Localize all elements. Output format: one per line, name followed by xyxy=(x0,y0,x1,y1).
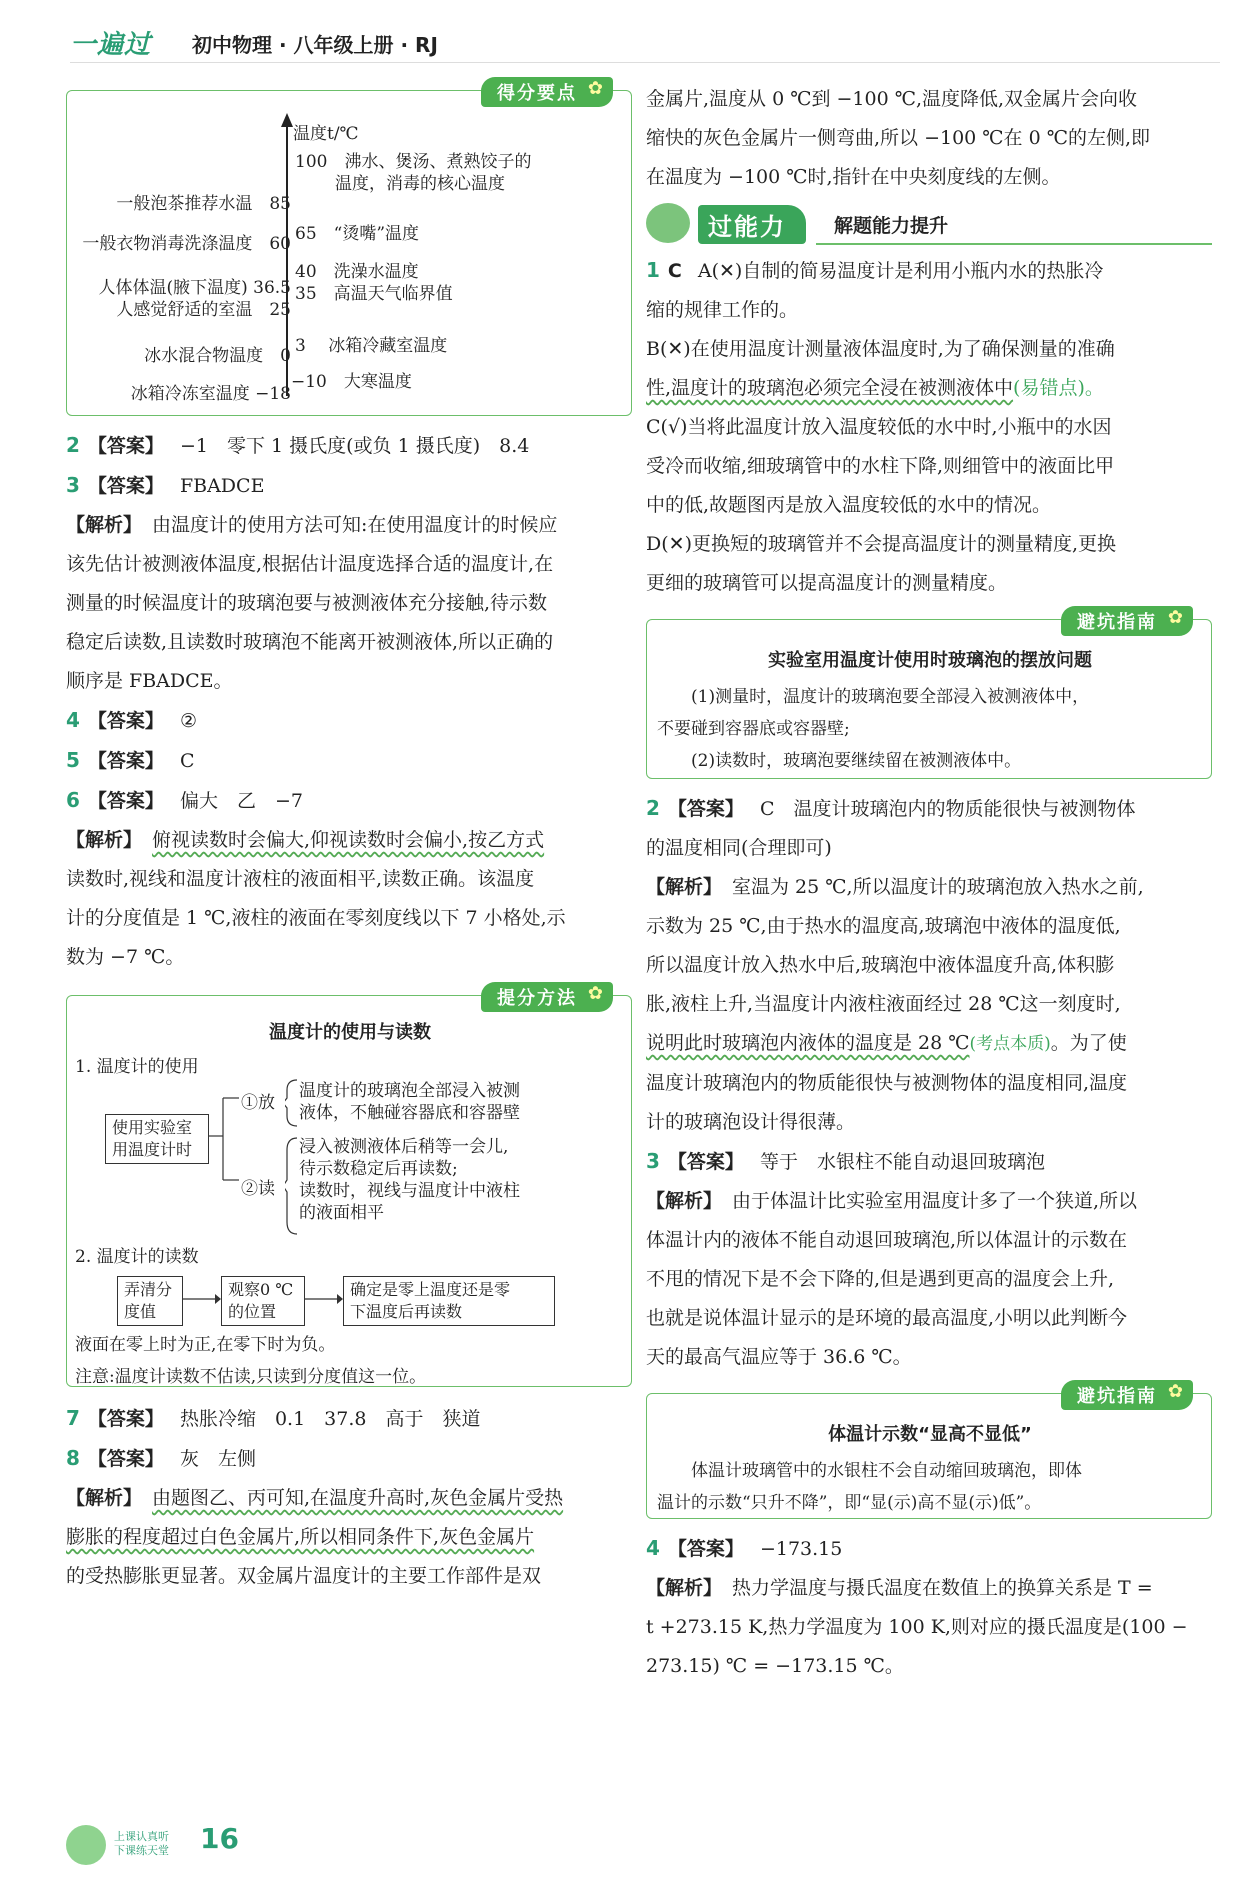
mascot-icon xyxy=(66,1825,106,1865)
right-column xyxy=(646,80,1212,1686)
method-section-2: 2. 温度计的读数 xyxy=(75,1247,199,1267)
step-du: ②读 xyxy=(241,1179,275,1199)
page-header xyxy=(70,24,1220,64)
du-text: 浸入被测液体后稍等一会儿, 待示数稳定后再读数; 读数时，视线与温度计中液柱 的液面相平 xyxy=(299,1137,520,1223)
root-box: 使用实验室 用温度计时 xyxy=(105,1114,209,1164)
method-note-2: 注意:温度计读数不估读,只读到分度值这一位。 xyxy=(75,1367,427,1387)
continued-text: 金属片,温度从 0 ℃到 −100 ℃,温度降低,双金属片会向收 缩快的灰色金属片一侧弯曲,所以 −100 ℃在 0 ℃的左侧,即 在温度为 −100 ℃时,指针在中央刻度线的左侧。 xyxy=(646,88,1151,188)
book-subject: 初中物理 · 八年级上册 · RJ xyxy=(192,33,438,57)
star-icon: ✿ xyxy=(1167,1381,1185,1402)
right-label: 100 沸水、煲汤、煮熟饺子的 xyxy=(295,152,532,172)
tip-title: 体温计示数“显高不显低” xyxy=(828,1424,1032,1445)
scoring-points-box xyxy=(66,78,632,416)
arrow-icon xyxy=(305,1292,343,1306)
star-icon: ✿ xyxy=(1167,607,1185,628)
answer-7: 7 【答案】 热胀冷缩 0.1 37.8 高于 狭道 xyxy=(66,1406,481,1430)
answer-8: 8 【答案】 灰 左侧 xyxy=(66,1446,256,1470)
answer-5: 5 【答案】 C xyxy=(66,748,195,772)
left-label: 冰箱冷冻室温度 −18 xyxy=(130,384,291,404)
star-icon: ✿ xyxy=(587,78,605,99)
tip-line: (1)测量时，温度计的玻璃泡要全部浸入被测液体中， xyxy=(691,687,1090,707)
star-icon: ✿ xyxy=(587,983,605,1004)
flow-box-2: 观察0 ℃ 的位置 xyxy=(221,1276,305,1326)
section-header xyxy=(646,203,1212,247)
pitfall-guide-2 xyxy=(646,1381,1212,1519)
answer-r2: 2 【答案】 C 温度计玻璃泡内的物质能很快与被测物体 的温度相同(合理即可) xyxy=(646,796,1136,859)
flow-box-1: 弄清分 度值 xyxy=(117,1276,183,1326)
left-label: 人感觉舒适的室温 25 xyxy=(116,300,291,320)
tip-line: 体温计玻璃管中的水银柱不会自动缩回玻璃泡，即体 xyxy=(691,1461,1082,1481)
flow-box-3: 确定是零上温度还是零 下温度后再读数 xyxy=(343,1276,555,1326)
footer-slogan: 上课认真听 下课练天堂 xyxy=(114,1830,169,1857)
box-tag: 提分方法 ✿ xyxy=(481,982,613,1012)
analysis-6: 【解析】 俯视读数时会偏大,仰视读数时会偏小,按乙方式 读数时,视线和温度计液柱的液面相平,读数正确。该温度 计的分度值是 1 ℃,液柱的液面在零刻度线以下 7 小格处,示 数为 −7 ℃。 xyxy=(66,829,566,968)
analysis-r3: 【解析】 由于体温计比实验室用温度计多了一个狭道,所以 体温计内的液体不能自动退回玻璃泡,所以体温计的示数在 不甩的情况下是不会下降的,但是遇到更高的温度会上升, 也就是说体温计显示的是环境的最高温度,小明以此判断今 天的最高气温应等于 36.6 ℃。 xyxy=(646,1190,1138,1368)
answer-r4: 4 【答案】 −173.15 xyxy=(646,1536,843,1560)
method-box xyxy=(66,983,632,1387)
right-label: 40 洗澡水温度 xyxy=(295,262,419,282)
step-fang: ①放 xyxy=(241,1093,275,1113)
left-label: 冰水混合物温度 0 xyxy=(144,346,291,366)
header-divider xyxy=(70,62,1220,63)
right-label: 3 冰箱冷藏室温度 xyxy=(295,336,448,356)
pitfall-guide-1 xyxy=(646,607,1212,779)
box-tag: 避坑指南 ✿ xyxy=(1061,606,1193,636)
box-tag: 避坑指南 ✿ xyxy=(1061,1380,1193,1410)
answer-2: 2 【答案】 −1 零下 1 摄氏度(或负 1 摄氏度) 8.4 xyxy=(66,433,530,457)
analysis-3: 【解析】 由温度计的使用方法可知:在使用温度计的时候应 该先估计被测液体温度,根据估计温度选择合适的温度计,在 测量的时候温度计的玻璃泡要与被测液体充分接触,待示数 稳定后读数,且读数时玻璃泡不能离开被测液体,所以正确的 顺序是 FBADCE。 xyxy=(66,514,558,692)
left-column xyxy=(66,80,632,1596)
answer-6: 6 【答案】 偏大 乙 −7 xyxy=(66,788,303,812)
answer-3: 3 【答案】 FBADCE xyxy=(66,473,265,497)
arrow-icon xyxy=(183,1292,221,1306)
analysis-r4: 【解析】 热力学温度与摄氏温度在数值上的换算关系是 T = t +273.15 K,热力学温度为 100 K,则对应的摄氏温度是(100 − 273.15) ℃ = −173.15 ℃。 xyxy=(646,1577,1188,1677)
analysis-8: 【解析】 由题图乙、丙可知,在温度升高时,灰色金属片受热 膨胀的程度超过白色金属片,所以相同条件下,灰色金属片 的受热膨胀更显著。双金属片温度计的主要工作部件是双 xyxy=(66,1487,564,1587)
right-label: −10 大寒温度 xyxy=(291,372,412,392)
tip-line: 不要碰到容器底或容器壁; xyxy=(657,719,850,739)
method-section-1: 1. 温度计的使用 xyxy=(75,1057,199,1077)
tip-title: 实验室用温度计使用时玻璃泡的摆放问题 xyxy=(768,650,1092,671)
mascot-icon xyxy=(646,203,690,243)
tip-line: 温计的示数“只升不降”，即“显(示)高不显(示)低”。 xyxy=(657,1493,1042,1513)
method-title: 温度计的使用与读数 xyxy=(269,1022,431,1043)
answer-r3: 3 【答案】 等于 水银柱不能自动退回玻璃泡 xyxy=(646,1149,1045,1173)
fang-bracket xyxy=(285,1078,299,1128)
tip-line: (2)读数时，玻璃泡要继续留在被测液体中。 xyxy=(691,751,1022,771)
section-title: 过能力 xyxy=(698,205,806,244)
left-label: 一般衣物消毒洗涤温度 60 xyxy=(82,234,291,254)
left-label: 人体体温(腋下温度) 36.5 xyxy=(98,278,291,298)
section-subtitle: 解题能力提升 xyxy=(834,215,949,237)
box-tag: 得分要点 ✿ xyxy=(481,77,613,107)
du-bracket xyxy=(285,1136,299,1236)
right-label: 65 “烫嘴”温度 xyxy=(295,224,420,244)
right-label: 35 高温天气临界值 xyxy=(295,284,453,304)
right-label-cont: 温度，消毒的核心温度 xyxy=(335,174,505,194)
page-number: 16 xyxy=(200,1822,239,1855)
fang-text: 温度计的玻璃泡全部浸入被测 液体，不触碰容器底和容器壁 xyxy=(299,1081,520,1123)
analysis-r2: 【解析】 室温为 25 ℃,所以温度计的玻璃泡放入热水之前, 示数为 25 ℃,由于热水的温度高,玻璃泡中液体的温度低, 所以温度计放入热水中后,玻璃泡中液体温度升高,体积膨 胀,液柱上升,当温度计内液柱液面经过 28 ℃这一刻度时, 说明此时玻璃泡内液体的温度是 28 ℃(考点本质)。为了使 温度计玻璃泡内的物质能很快与被测物体的温度相同,温度 计的玻璃泡设计得很薄。 xyxy=(646,876,1144,1133)
answer-4: 4 【答案】 ② xyxy=(66,708,197,732)
left-label: 一般泡茶推荐水温 85 xyxy=(116,194,291,214)
section-underline xyxy=(816,243,1212,245)
method-note-1: 液面在零上时为正,在零下时为负。 xyxy=(75,1335,336,1355)
brand-logo: 一遍过 xyxy=(70,30,152,60)
axis-label: 温度t/℃ xyxy=(293,124,359,144)
answer-r1: 1 C A(✕)自制的简易温度计是利用小瓶内水的热胀冷 缩的规律工作的。 B(✕)在使用温度计测量液体温度时,为了确保测量的准确 性,温度计的玻璃泡必须完全浸在被测液体中(易错点)。 C(√)当将此温度计放入温度较低的水中时,小瓶中的水因 受冷而收缩,细玻璃管中的水柱下降,则细管中的液面比甲 中的低,故题图丙是放入温度较低的水中的情况。 D(✕)更换短的玻璃管并不会提高温度计的测量精度,更换 更细的玻璃管可以提高温度计的测量精度。 xyxy=(646,258,1117,594)
